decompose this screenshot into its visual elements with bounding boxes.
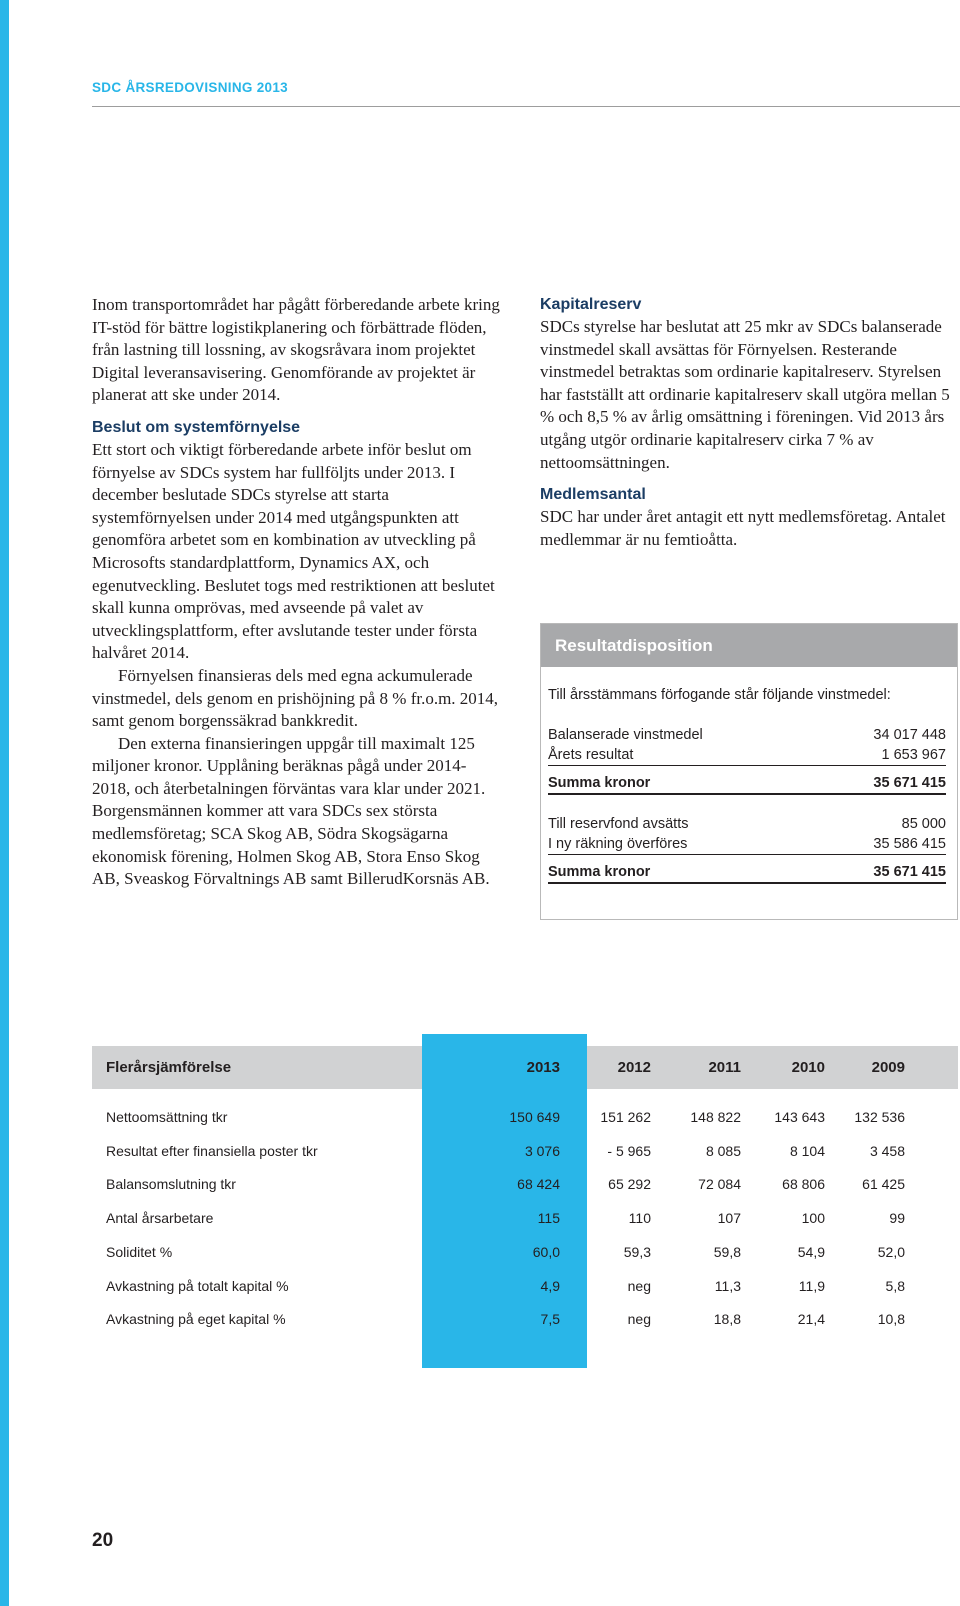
cell-value: 115 xyxy=(537,1210,560,1227)
row-label: Avkastning på totalt kapital % xyxy=(106,1277,289,1294)
cell-value: 21,4 xyxy=(797,1311,825,1328)
table-row xyxy=(92,1302,958,1336)
cell-value: 3 458 xyxy=(869,1142,905,1159)
box-sum-value: 35 671 415 xyxy=(873,775,946,791)
heading-kapitalreserv: Kapitalreserv xyxy=(540,296,642,313)
cell-value: 59,3 xyxy=(623,1243,651,1260)
box-row-value: 35 586 415 xyxy=(873,836,946,852)
box-sum-value: 35 671 415 xyxy=(873,864,946,880)
cell-value: 100 xyxy=(801,1210,825,1227)
cell-value: 7,5 xyxy=(540,1311,560,1328)
heading-systemfornyelse: Beslut om systemförnyelse xyxy=(92,418,301,436)
table-row xyxy=(92,1201,958,1235)
paragraph-extern-finansiering: Den externa finansieringen uppgår till maximalt 125 miljoner kronor. Upplåning beräknas pågå under 2014-2018, och återbetalningen förväntas vara klar under 2021. Borgensmännen kommer att vara SDCs sex största medlemsföretag; SCA Skog AB, Södra Skogsägarna ekonomisk förening, Holmen Skog AB, Stora Enso Skog AB, Sveaskog Förvaltnings AB samt BillerudKorsnäs AB. xyxy=(92,733,490,889)
cell-value: 143 643 xyxy=(774,1109,825,1125)
cell-value: 107 xyxy=(717,1210,741,1227)
box-row-label: I ny räkning överföres xyxy=(548,836,688,852)
accent-bar xyxy=(0,0,9,1606)
paragraph-beslut: Ett stort och viktigt förberedande arbete inför beslut om förnyelse av SDCs system har fullföljts under 2013. I december beslutade SDCs styrelse att starta systemförnyelsen under 2014 med utgångspunkten att genomföra arbetet som en kombination av utveckling på Microsofts standardplattform, Dynamics AX, och egenutveckling. Beslutet togs med restriktionen att beslutet skall kunna omprövas, med avseende på valet av utvecklingsplattform, efter avslutande tester under första halvåret 2014. xyxy=(92,439,495,663)
cell-value: 11,9 xyxy=(798,1277,825,1294)
box-sum-label: Summa kronor xyxy=(548,775,651,791)
box-row-value: 34 017 448 xyxy=(873,727,946,743)
row-label: Balansomslutning tkr xyxy=(106,1176,236,1193)
table-row xyxy=(92,1235,958,1269)
box-sum-label: Summa kronor xyxy=(548,864,651,880)
box-row xyxy=(548,834,946,855)
cell-value: 60,0 xyxy=(532,1243,560,1260)
resultatdisposition-title: Resultatdisposition xyxy=(541,624,957,667)
page-number: 20 xyxy=(92,1530,114,1551)
year-header: 2011 xyxy=(708,1059,741,1076)
cell-value: 59,8 xyxy=(713,1243,741,1260)
cell-value: 148 822 xyxy=(690,1109,741,1125)
right-column xyxy=(540,294,960,551)
row-label: Nettoomsättning tkr xyxy=(106,1109,228,1125)
paragraph-transport: Inom transportområdet har pågått förberedande arbete kring IT-stöd för bättre logistikplanering och förbättrade flöden, från lastning till lossning, av skogsråvara inom projektet Digital leveransavisering. Genomförande av projektet är planerat att ske under 2014. xyxy=(92,295,500,405)
box-row xyxy=(548,814,946,834)
row-label: Avkastning på eget kapital % xyxy=(106,1311,286,1328)
box-row-label: Årets resultat xyxy=(548,747,634,763)
header-highlight xyxy=(422,1046,587,1089)
cell-value: 61 425 xyxy=(862,1176,905,1193)
table-row xyxy=(92,1167,958,1201)
year-header: 2009 xyxy=(871,1059,905,1076)
box-row-label: Balanserade vinstmedel xyxy=(548,727,703,743)
page-header: SDC ÅRSREDOVISNING 2013 xyxy=(92,80,288,95)
row-label: Antal årsarbetare xyxy=(106,1210,214,1227)
table-row xyxy=(92,1134,958,1168)
cell-value: neg xyxy=(627,1311,651,1328)
cell-value: 5,8 xyxy=(885,1277,905,1294)
box-row-value: 85 000 xyxy=(901,816,946,832)
cell-value: 150 649 xyxy=(509,1109,560,1125)
cell-value: 52,0 xyxy=(877,1243,905,1260)
cell-value: 72 084 xyxy=(698,1176,741,1193)
box-sum-row xyxy=(548,773,946,795)
cell-value: 54,9 xyxy=(797,1243,825,1260)
box-row xyxy=(548,745,946,766)
year-header: 2013 xyxy=(526,1059,560,1076)
year-header: 2010 xyxy=(791,1059,825,1076)
resultatdisposition-intro: Till årsstämmans förfogande står följande vinstmedel: xyxy=(548,687,891,703)
table-row xyxy=(92,1100,958,1134)
cell-value: 132 536 xyxy=(854,1109,905,1125)
box-row xyxy=(548,725,946,745)
cell-value: 10,8 xyxy=(877,1311,905,1328)
cell-value: 3 076 xyxy=(524,1142,560,1159)
cell-value: - 5 965 xyxy=(607,1142,651,1159)
row-label: Soliditet % xyxy=(106,1243,173,1260)
paragraph-kapitalreserv: SDCs styrelse har beslutat att 25 mkr av SDCs balanserade vinstmedel skall avsättas för Förnyelsen. Resterande vinstmedel betraktas som ordinarie kapitalreserv. Styrelsen har fastställt att ordinarie kapitalreserv skall utgöra mellan 5 % och 8,5 % av årlig omsättning i föreningen. Vid 2013 års utgång utgör ordinarie kapitalreserv cirka 7 % av nettoomsättningen. xyxy=(540,317,950,472)
paragraph-medlemsantal: SDC har under året antagit ett nytt medlemsföretag. Antalet medlemmar är nu femtioåtta. xyxy=(540,507,946,549)
cell-value: 65 292 xyxy=(608,1176,651,1193)
flerarsjamforelse-table xyxy=(92,1046,958,1368)
paragraph-finansiering: Förnyelsen finansieras dels med egna ackumulerade vinstmedel, dels genom en prishöjning på 8 % fr.o.m. 2014, samt genom borgenssäkrad bankkredit. xyxy=(92,665,499,731)
left-column xyxy=(92,294,502,891)
year-header: 2012 xyxy=(617,1059,651,1076)
cell-value: 18,8 xyxy=(713,1311,741,1328)
resultatdisposition-box xyxy=(540,623,958,920)
box-sum-row xyxy=(548,862,946,884)
cell-value: 99 xyxy=(889,1210,905,1227)
row-label: Resultat efter finansiella poster tkr xyxy=(106,1142,318,1159)
cell-value: 11,3 xyxy=(714,1277,741,1294)
table-row xyxy=(92,1269,958,1303)
cell-value: 110 xyxy=(628,1210,651,1227)
cell-value: 8 104 xyxy=(789,1142,825,1159)
box-row-value: 1 653 967 xyxy=(881,747,946,763)
cell-value: 68 806 xyxy=(782,1176,825,1193)
cell-value: 151 262 xyxy=(600,1109,651,1125)
cell-value: 4,9 xyxy=(540,1277,560,1294)
heading-medlemsantal: Medlemsantal xyxy=(540,486,646,504)
cell-value: 68 424 xyxy=(517,1176,560,1193)
box-row-label: Till reservfond avsätts xyxy=(548,816,689,832)
table-title: Flerårsjämförelse xyxy=(106,1059,232,1076)
table-header xyxy=(92,1046,958,1089)
header-rule xyxy=(92,106,960,107)
cell-value: 8 085 xyxy=(705,1142,741,1159)
cell-value: neg xyxy=(627,1277,651,1294)
